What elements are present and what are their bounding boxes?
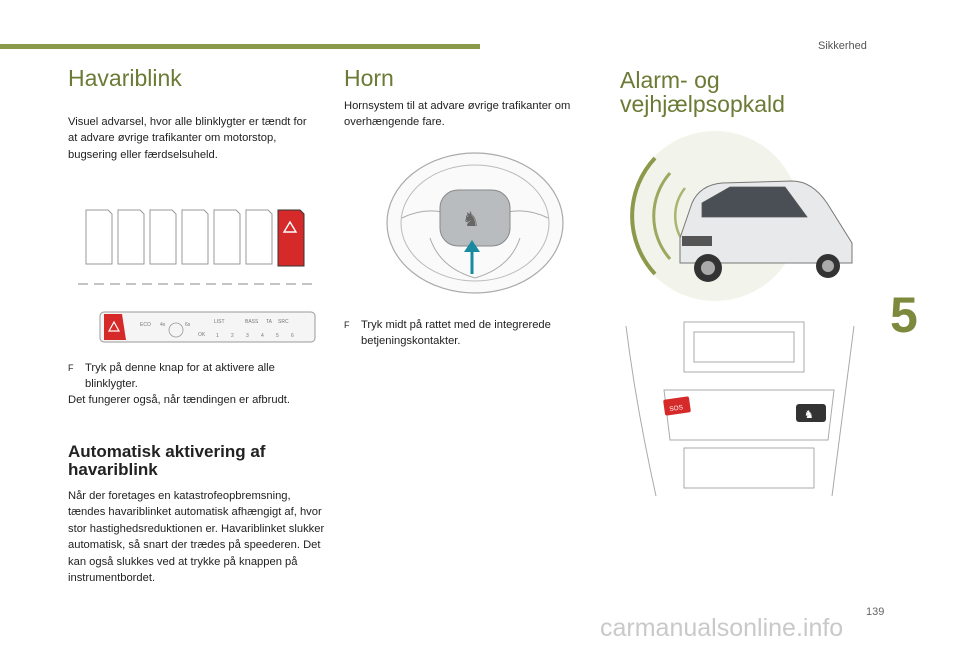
panel-5: 5 bbox=[276, 333, 279, 339]
page-number: 139 bbox=[866, 606, 885, 618]
connected-car-illustration bbox=[620, 128, 870, 303]
havariblink-bullet bbox=[68, 360, 330, 393]
havariblink-bullet-text: Tryk på denne knap for at aktivere alle blinklygter. bbox=[85, 362, 275, 391]
panel-6x: 6x bbox=[185, 322, 191, 328]
havariblink-note: Det fungerer også, når tændingen er afbrudt. bbox=[68, 394, 291, 406]
havariblink-title: Havariblink bbox=[68, 65, 182, 91]
auto-activation-text: Når der foretages en katastrofeopbremsning, tændes havariblinket automatisk afhængigt af, hvor stor hastighedsreduktionen er. Havariblinket slukker automatisk, så snart der trædes på speederen. Det kan også slukkes ved at trykke på knappen på instrumentbordet. bbox=[68, 490, 325, 585]
panel-ta: TA bbox=[266, 319, 273, 325]
watermark: carmanualsonline.info bbox=[600, 614, 844, 642]
alarm-title: Alarm- og vejhjælpsopkald bbox=[620, 67, 785, 117]
header-bar bbox=[0, 44, 480, 49]
horn-bullet-text: Tryk midt på rattet med de integrerede betjeningskontakter. bbox=[361, 319, 551, 348]
panel-4x: 4x bbox=[160, 322, 166, 328]
horn-bullet bbox=[344, 317, 601, 350]
bullet-mark: F bbox=[68, 363, 74, 373]
havariblink-intro: Visuel advarsel, hvor alle blinklygter er tændt for at advare øvrige trafikanter om motorstop, bugsering eller færdselsuheld. bbox=[68, 116, 307, 161]
panel-bass: BASS bbox=[245, 319, 259, 325]
panel-eco: ECO bbox=[140, 322, 151, 328]
panel-1: 1 bbox=[216, 333, 219, 339]
console-sos-illustration bbox=[624, 318, 864, 498]
panel-6: 6 bbox=[291, 333, 294, 339]
bullet-mark: F bbox=[344, 320, 350, 330]
section-label: Sikkerhed bbox=[818, 40, 867, 52]
auto-activation-title: Automatisk aktivering af havariblink bbox=[68, 442, 266, 479]
panel-4: 4 bbox=[261, 333, 264, 339]
sos-label: SOS bbox=[668, 404, 684, 414]
steering-wheel-illustration bbox=[380, 148, 570, 298]
hazard-switch-illustration bbox=[78, 200, 318, 290]
dashboard-panel-illustration bbox=[100, 310, 320, 346]
panel-2: 2 bbox=[231, 333, 234, 339]
panel-src: SRC bbox=[278, 319, 289, 325]
horn-intro: Hornsystem til at advare øvrige trafikanter om overhængende fare. bbox=[344, 100, 571, 129]
chapter-number: 5 bbox=[890, 287, 918, 343]
svg-text:♞: ♞ bbox=[804, 409, 814, 421]
svg-text:♞: ♞ bbox=[462, 209, 480, 231]
panel-3: 3 bbox=[246, 333, 249, 339]
panel-ok: OK bbox=[198, 332, 206, 338]
horn-title: Horn bbox=[344, 65, 394, 91]
panel-list: LIST bbox=[214, 319, 225, 325]
